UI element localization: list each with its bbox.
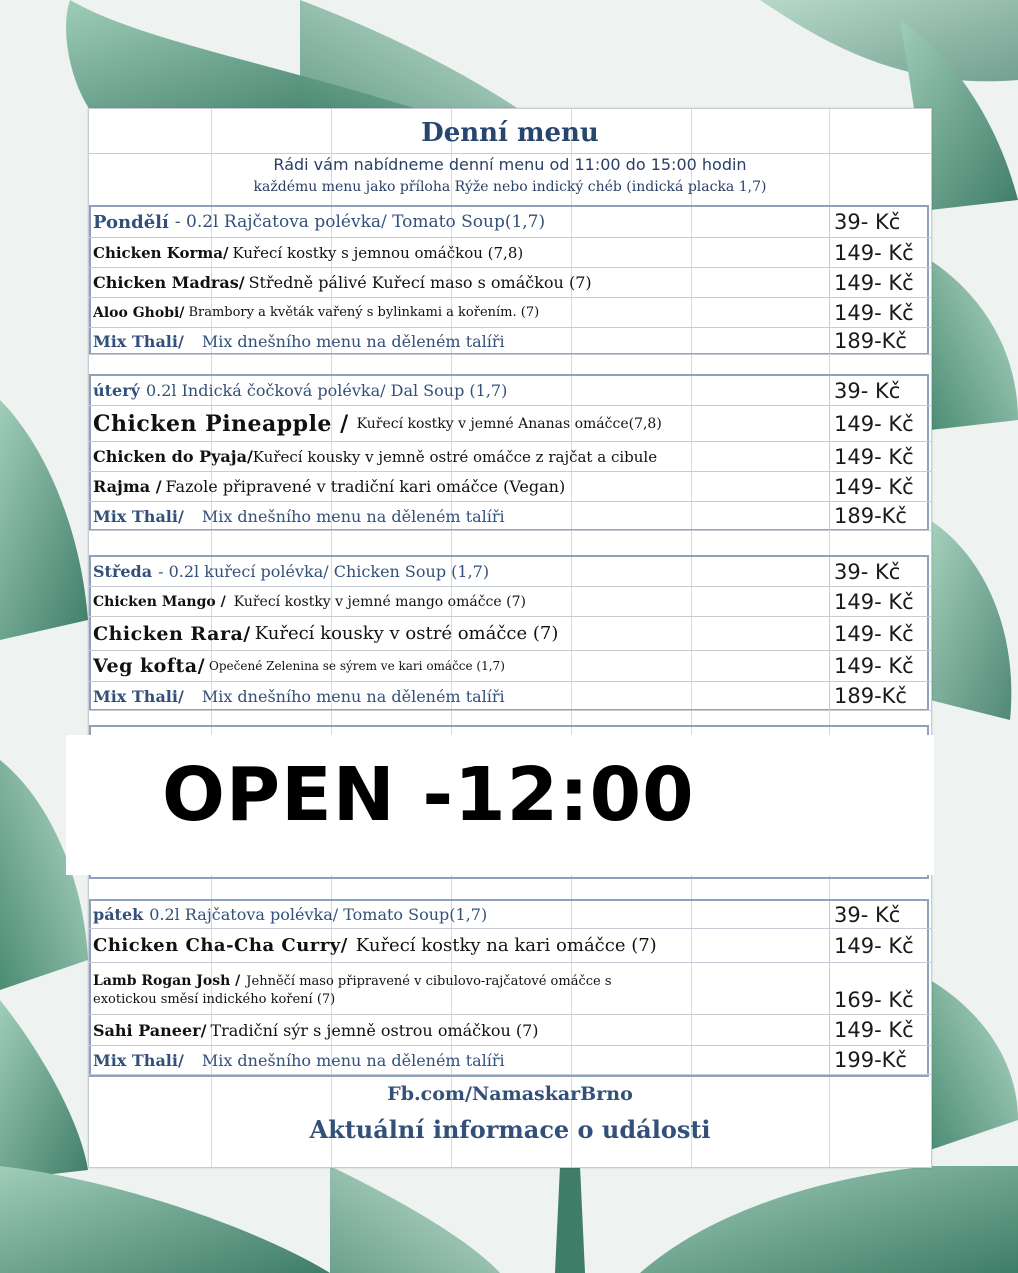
side-dish-note: každému menu jako příloha Rýže nebo indický chéb (indická placka 1,7) — [253, 179, 767, 195]
day-label: pátek — [93, 905, 144, 924]
price: 149- Kč — [829, 298, 931, 327]
dish-description: Mix dnešního menu na děleném talíři — [201, 506, 505, 526]
dish-name: Aloo Ghobi/ — [93, 304, 185, 321]
dish-name: Mix Thali/ — [93, 506, 184, 526]
dish-name: Mix Thali/ — [93, 686, 184, 706]
menu-item-row — [89, 617, 931, 651]
day-label: Středa — [93, 562, 153, 581]
events-info: Aktuální informace o události — [309, 1115, 711, 1144]
dish-name: Chicken Mango / — [93, 593, 226, 610]
dish-name: Chicken Korma/ — [93, 243, 229, 262]
day-label: úterý — [93, 381, 140, 400]
dish-name: Chicken Rara/ — [93, 622, 251, 645]
price: 149- Kč — [829, 406, 931, 441]
dish-name: Chicken Pineapple / — [93, 410, 349, 437]
menu-item-row — [89, 298, 931, 328]
dish-description: Mix dnešního menu na děleném talíři — [201, 686, 505, 706]
mix-thali-row — [89, 1046, 931, 1075]
tuesday-soup-row — [89, 376, 931, 406]
leaf-shape — [0, 1000, 88, 1180]
menu-item-row — [89, 238, 931, 268]
dish-description: exotickou směsí indického koření (7) — [93, 991, 336, 1007]
price: 149- Kč — [829, 587, 931, 616]
dish-description: Kuřecí kostky v jemné Ananas omáčce(7,8) — [356, 415, 662, 432]
price: 149- Kč — [829, 617, 931, 650]
menu-item-row — [89, 587, 931, 617]
price: 199-Kč — [829, 1046, 931, 1074]
price: 149- Kč — [829, 268, 931, 297]
dish-name: Chicken do Pyaja/ — [93, 447, 253, 466]
menu-hours-note: Rádi vám nabídneme denní menu od 11:00 do 15:00 hodin — [273, 155, 747, 174]
dish-description: Tradiční sýr s jemně ostrou omáčkou (7) — [210, 1020, 539, 1040]
dish-description: Kuřecí kousky v jemně ostré omáčce z rajčat a cibule — [252, 447, 658, 466]
dish-description: Mix dnešního menu na děleném talíři — [201, 1050, 505, 1070]
dish-name: Chicken Cha-Cha Curry/ — [93, 935, 348, 956]
mix-thali-row — [89, 502, 931, 531]
facebook-link[interactable]: Fb.com/NamaskarBrno — [387, 1083, 633, 1105]
leaf-shape — [760, 0, 1018, 81]
mix-thali-row — [89, 682, 931, 711]
menu-sheet — [88, 108, 932, 1168]
soup-label: 0.2l Indická čočková polévka/ Dal Soup (1,7) — [145, 381, 508, 400]
menu-item-row — [89, 651, 931, 682]
price: 189-Kč — [829, 328, 931, 354]
dish-description: Kuřecí kostky s jemnou omáčkou (7,8) — [232, 243, 524, 262]
open-notice: OPEN -12:00 — [162, 752, 695, 838]
dish-description: Kuřecí kostky na kari omáčce (7) — [355, 935, 657, 956]
price: 149- Kč — [829, 1015, 931, 1045]
price: 149- Kč — [829, 442, 931, 471]
leaf-shape — [640, 1166, 1018, 1273]
page-title: Denní menu — [89, 113, 931, 154]
price: 39- Kč — [829, 207, 931, 237]
day-label: Pondělí — [93, 211, 169, 233]
menu-item-row — [89, 472, 931, 502]
menu-item-row — [89, 406, 931, 442]
leaf-shape — [0, 1166, 330, 1273]
menu-item-row — [89, 442, 931, 472]
leaf-shape — [330, 1166, 500, 1273]
dish-name: Rajma / — [93, 477, 162, 496]
dish-name: Veg kofta/ — [93, 655, 206, 677]
dish-description: Kuřecí kousky v ostré omáčce (7) — [254, 623, 559, 644]
mix-thali-row — [89, 328, 931, 355]
soup-label: 0.2l Rajčatova polévka/ Tomato Soup(1,7) — [149, 905, 488, 924]
dish-name: Sahi Paneer/ — [93, 1020, 207, 1040]
dish-description: Kuřecí kostky v jemné mango omáčce (7) — [233, 593, 526, 610]
menu-item-row — [89, 268, 931, 298]
dish-description: Brambory a květák vařený s bylinkami a kořením. (7) — [188, 305, 540, 320]
price: 189-Kč — [829, 682, 931, 710]
menu-item-row — [89, 929, 931, 963]
price: 149- Kč — [829, 929, 931, 962]
price: 169- Kč — [829, 963, 931, 1014]
dish-name: Mix Thali/ — [93, 1050, 184, 1070]
dish-description: Mix dnešního menu na děleném talíři — [201, 331, 505, 351]
price: 149- Kč — [829, 238, 931, 267]
dish-name: Lamb Rogan Josh / — [93, 972, 241, 989]
price: 39- Kč — [829, 901, 931, 928]
leaf-shape — [930, 980, 1018, 1150]
soup-label: - 0.2l kuřecí polévka/ Chicken Soup (1,7) — [158, 562, 490, 581]
dish-name: Mix Thali/ — [93, 331, 184, 351]
dish-description: Fazole připravené v tradiční kari omáčce (Vegan) — [165, 477, 566, 496]
leaf-shape — [930, 260, 1018, 430]
price: 189-Kč — [829, 502, 931, 530]
price: 39- Kč — [829, 557, 931, 586]
leaf-shape — [0, 400, 88, 640]
menu-item-row — [89, 1015, 931, 1046]
leaf-shape — [555, 1166, 585, 1273]
menu-item-row — [89, 963, 931, 1015]
dish-description: Jehněčí maso připravené v cibulovo-rajčatové omáčce s — [246, 973, 612, 989]
dish-name: Chicken Madras/ — [93, 273, 245, 292]
dish-description: Středně pálivé Kuřecí maso s omáčkou (7) — [248, 273, 592, 292]
price: 149- Kč — [829, 651, 931, 681]
leaf-shape — [300, 0, 520, 110]
soup-label: - 0.2l Rajčatova polévka/ Tomato Soup(1,7) — [174, 212, 546, 232]
price: 149- Kč — [829, 472, 931, 501]
leaf-shape — [930, 520, 1011, 720]
wednesday-soup-row — [89, 557, 931, 587]
friday-soup-row — [89, 901, 931, 929]
price: 39- Kč — [829, 376, 931, 405]
monday-soup-row — [89, 207, 931, 238]
dish-description: Opečené Zelenina se sýrem ve kari omáčce (1,7) — [209, 659, 505, 673]
